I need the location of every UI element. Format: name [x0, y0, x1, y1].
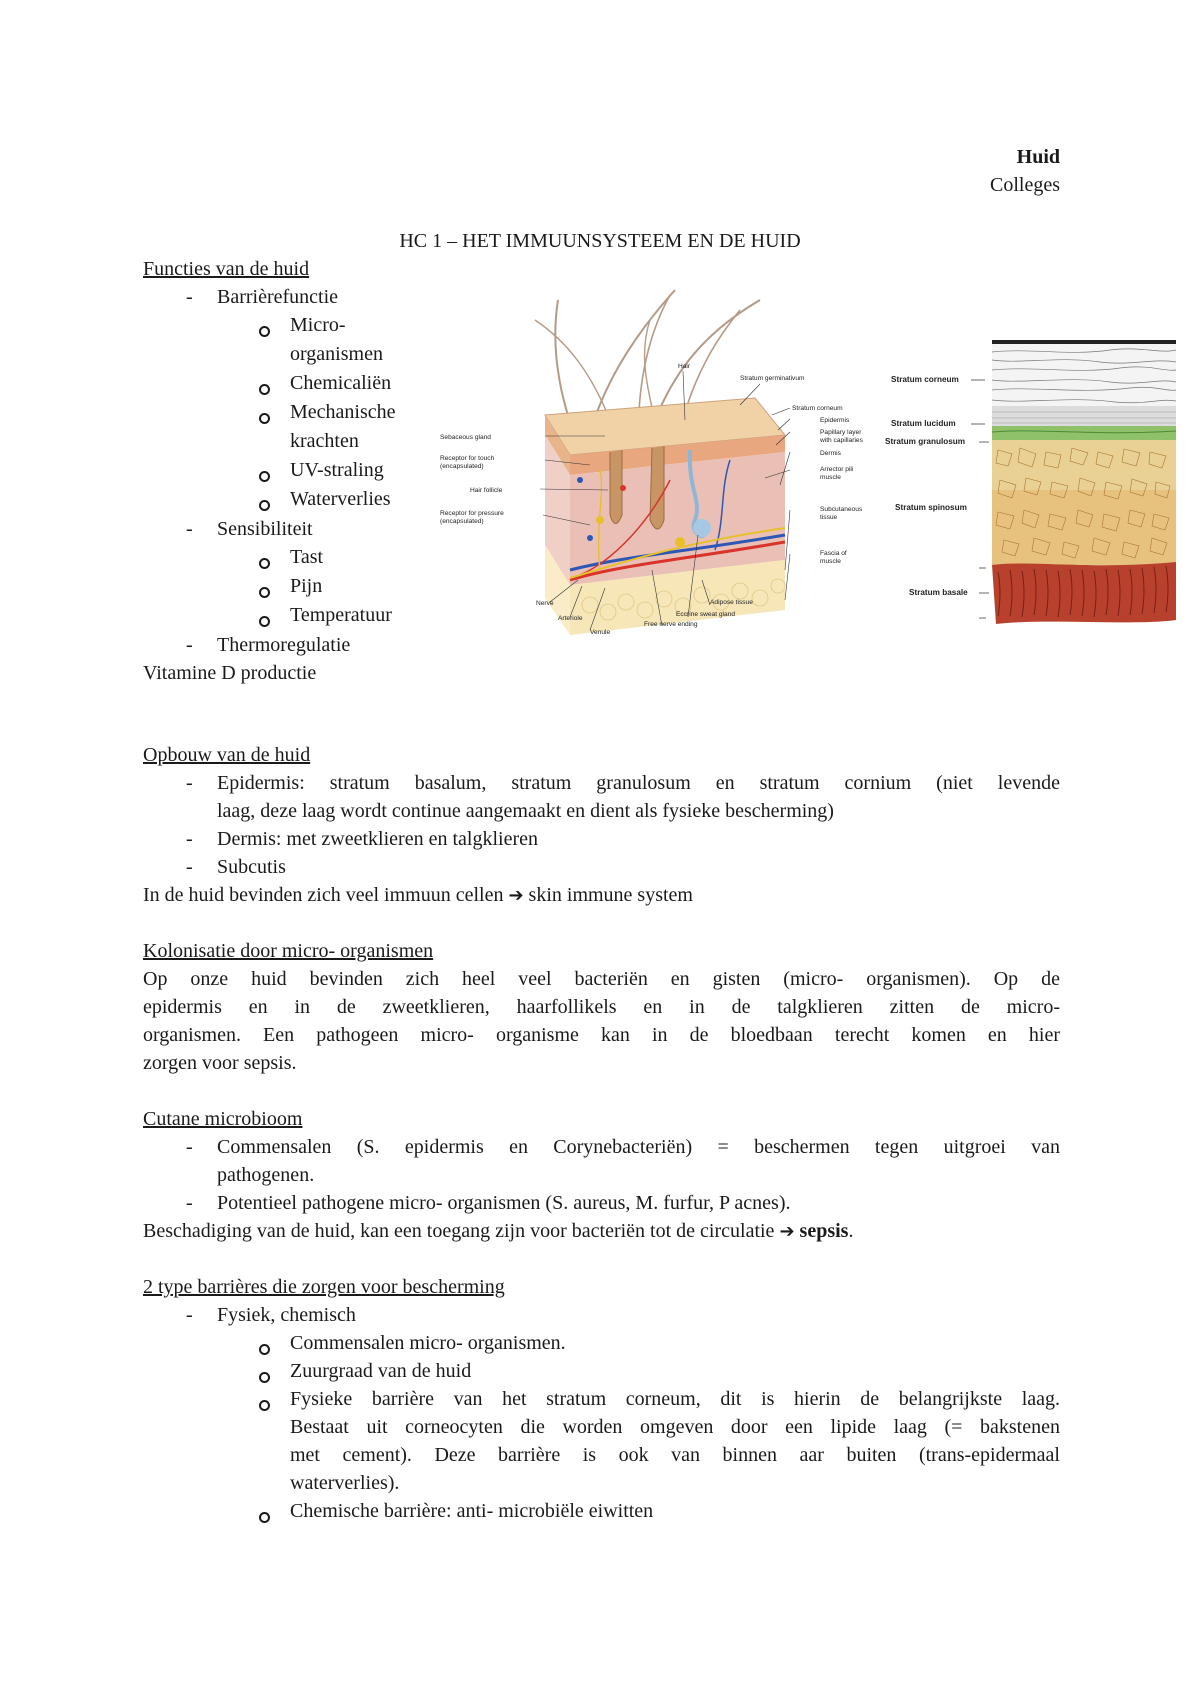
figure-label: Stratum granulosum	[885, 437, 966, 446]
damage-text: Beschadiging van de huid, kan een toegang zijn voor bacteriën tot de circulatie	[143, 1220, 775, 1242]
sublist-item-text: krachten	[290, 430, 359, 452]
sublist-item-text: Pijn	[290, 575, 323, 597]
section-heading-kolonisatie: Kolonisatie door micro- organismen	[143, 940, 434, 962]
figure-label: Stratum corneum	[792, 405, 843, 412]
list-item-text: Thermoregulatie	[217, 634, 351, 656]
figure-label: Papillary layer	[820, 429, 862, 436]
figure-label: muscle	[820, 474, 841, 481]
figure-label: Stratum lucidum	[891, 419, 956, 428]
figure-label: Hair	[678, 363, 691, 370]
sublist-item-text: Micro-	[290, 314, 346, 336]
list-item	[186, 518, 206, 541]
list-item-text: Barrièrefunctie	[217, 286, 339, 308]
figure-label: (encapsulated)	[440, 463, 484, 470]
circle-bullet	[259, 384, 270, 395]
dash-bullet: -	[186, 856, 193, 878]
figure-label: (encapsulated)	[440, 518, 484, 525]
list-item-text: Epidermis: stratum basalum, stratum granulosum en stratum cornium (niet levende	[217, 772, 1060, 794]
figure-label: Stratum germinativum	[740, 375, 805, 382]
section-heading-opbouw: Opbouw van de huid	[143, 744, 311, 766]
circle-bullet	[259, 500, 270, 511]
lecture-title: HC 1 – HET IMMUUNSYSTEEM EN DE HUID	[399, 230, 801, 252]
sublist-item-text: met cement). Deze barrière is ook van binnen aar buiten (trans-epidermaal	[290, 1444, 1060, 1466]
figure-label: Adipose tissue	[710, 599, 753, 606]
strata-labels	[885, 360, 995, 620]
figure-label: Dermis	[820, 450, 841, 457]
figure-label: Eccrine sweat gland	[676, 611, 736, 618]
paragraph-line: Op onze huid bevinden zich heel veel bacteriën en gisten (micro- organismen). Op de	[143, 968, 1060, 990]
figure-label: Stratum corneum	[891, 375, 959, 384]
dash-bullet: -	[186, 1136, 193, 1158]
figure-label: Epidermis	[820, 417, 850, 424]
circle-bullet	[259, 587, 270, 598]
dash-bullet: -	[186, 634, 193, 656]
paragraph-line	[143, 1220, 853, 1243]
list-item-text: pathogenen.	[217, 1164, 315, 1186]
circle-bullet	[259, 413, 270, 424]
list-item-text: Fysiek, chemisch	[217, 1304, 356, 1326]
paragraph-line: zorgen voor sepsis.	[143, 1052, 297, 1074]
list-item-text: Commensalen (S. epidermis en Corynebacteriën) = beschermen tegen uitgroei van	[217, 1136, 1060, 1158]
circle-bullet	[259, 1512, 270, 1523]
sublist-item-text: Zuurgraad van de huid	[290, 1360, 472, 1382]
circle-bullet	[259, 558, 270, 569]
figure-label: Arrector pili	[820, 466, 854, 473]
figure-label: with capillaries	[820, 437, 863, 444]
section-heading-microbioom: Cutane microbioom	[143, 1108, 303, 1130]
dash-bullet: -	[186, 518, 193, 540]
list-item	[186, 856, 206, 879]
dash-bullet: -	[186, 772, 193, 794]
sublist-item-text: Chemische barrière: anti- microbiële eiwitten	[290, 1500, 654, 1522]
right-arrow-icon: ➔	[508, 885, 524, 906]
paragraph-line	[143, 884, 693, 907]
list-item-text: Sensibiliteit	[217, 518, 313, 540]
list-item	[186, 1136, 206, 1159]
figure-label: Stratum basale	[909, 588, 968, 597]
sublist-item-text: Waterverlies	[290, 488, 391, 510]
dash-bullet: -	[186, 1304, 193, 1326]
immune-text: In de huid bevinden zich veel immuun cellen	[143, 884, 504, 906]
list-item-text: Dermis: met zweetklieren en talgklieren	[217, 828, 538, 850]
figure-label: Receptor for pressure	[440, 510, 504, 517]
dash-bullet: -	[186, 828, 193, 850]
list-item	[186, 1304, 206, 1327]
paragraph-line: epidermis en in de zweetklieren, haarfollikels en in de talgklieren zitten de micro-	[143, 996, 1060, 1018]
list-item-text: Subcutis	[217, 856, 286, 878]
epidermis-strata-figure	[990, 340, 1180, 625]
list-item	[186, 772, 206, 795]
paragraph-line: organismen. Een pathogeen micro- organisme kan in de bloedbaan terecht komen en hier	[143, 1024, 1060, 1046]
list-item	[186, 1192, 206, 1215]
list-item	[186, 286, 206, 309]
sublist-item-text: organismen	[290, 343, 383, 365]
figure-label: tissue	[820, 514, 838, 521]
sublist-item-text: Fysieke barrière van het stratum corneum, dit is hierin de belangrijkste laag.	[290, 1388, 1060, 1410]
figure-label: Nerve	[536, 600, 554, 607]
circle-bullet	[259, 326, 270, 337]
list-item-text: laag, deze laag wordt continue aangemaakt en dient als fysieke bescherming)	[217, 800, 834, 822]
sublist-item-text: Temperatuur	[290, 604, 392, 626]
circle-bullet	[259, 1400, 270, 1411]
section-heading-barrieres: 2 type barrières die zorgen voor bescherming	[143, 1276, 505, 1298]
paragraph-line: Vitamine D productie	[143, 662, 317, 684]
circle-bullet	[259, 1372, 270, 1383]
figure-label: Sebaceous gland	[440, 434, 491, 441]
sepsis-emphasis: sepsis	[799, 1220, 849, 1242]
figure-label: Hair follicle	[470, 487, 503, 494]
period: .	[848, 1220, 854, 1242]
document-subtitle: Colleges	[990, 174, 1060, 196]
dash-bullet: -	[186, 286, 193, 308]
sublist-item-text: Bestaat uit corneocyten die worden omgeven door een lipide laag (= bakstenen	[290, 1416, 1060, 1438]
circle-bullet	[259, 471, 270, 482]
immune-text-end: skin immune system	[528, 884, 693, 906]
figure-label: Venule	[590, 629, 611, 636]
right-arrow-icon: ➔	[779, 1221, 795, 1242]
figure-label: Receptor for touch	[440, 455, 495, 462]
section-heading-functies: Functies van de huid	[143, 258, 310, 280]
sublist-item-text: Mechanische	[290, 401, 396, 423]
sublist-item-text: Tast	[290, 546, 324, 568]
figure-label: Stratum spinosum	[895, 503, 967, 512]
figure-label: muscle	[820, 558, 841, 565]
skin-cross-section-figure	[440, 280, 915, 680]
sublist-item-text: Commensalen micro- organismen.	[290, 1332, 566, 1354]
document-title: Huid	[1016, 146, 1060, 168]
figure-label: Subcutaneous	[820, 506, 863, 513]
figure-label: Free nerve ending	[644, 621, 698, 628]
dash-bullet: -	[186, 1192, 193, 1214]
list-item-text: Potentieel pathogene micro- organismen (S. aureus, M. furfur, P acnes).	[217, 1192, 791, 1214]
sublist-item-text: UV-straling	[290, 459, 384, 481]
sublist-item-text: Chemicaliën	[290, 372, 392, 394]
circle-bullet	[259, 616, 270, 627]
circle-bullet	[259, 1344, 270, 1355]
list-item	[186, 634, 206, 657]
figure-label: Arteriole	[558, 615, 583, 622]
sublist-item-text: waterverlies).	[290, 1472, 400, 1494]
list-item	[186, 828, 206, 851]
figure-label: Fascia of	[820, 550, 847, 557]
